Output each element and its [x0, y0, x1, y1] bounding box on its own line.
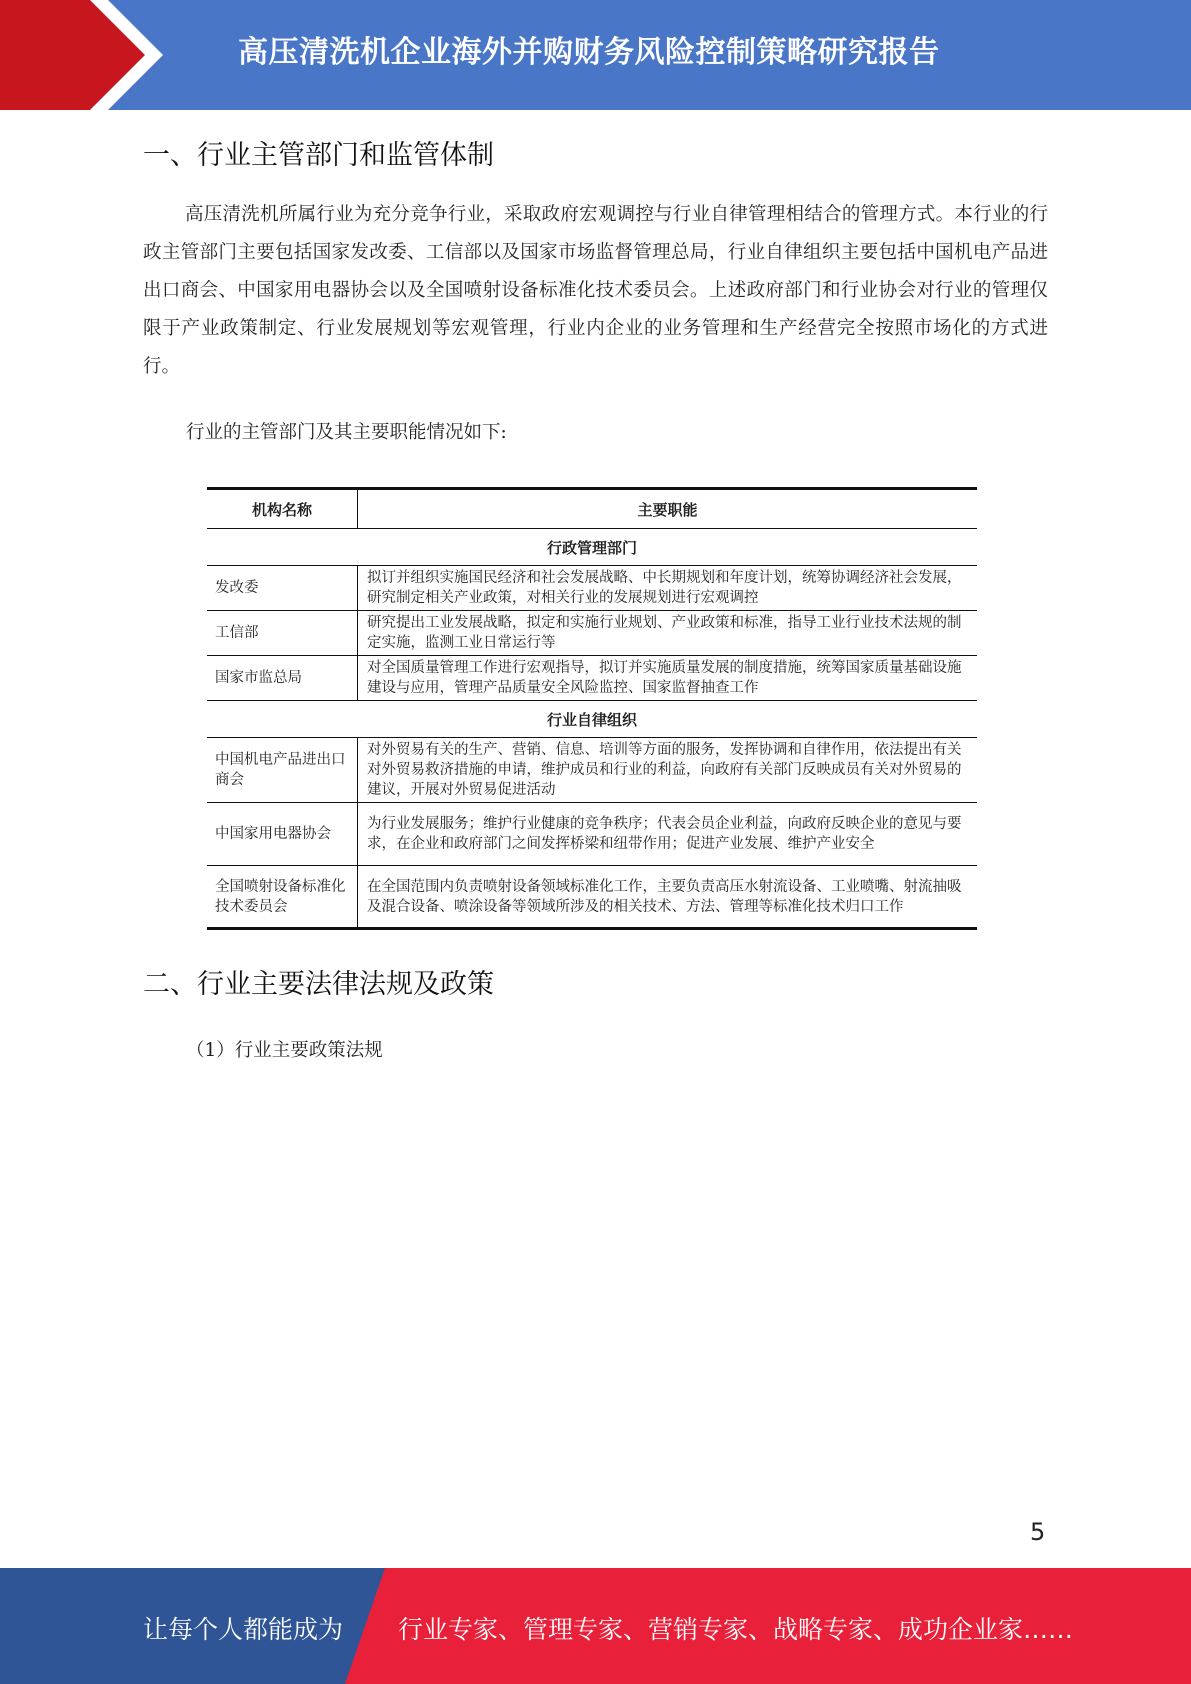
table-header-row	[207, 489, 977, 529]
table-row	[207, 803, 977, 866]
group-label-admin: 行政管理部门	[207, 529, 977, 566]
footer-banner	[0, 1568, 1191, 1684]
org-duty: 研究提出工业发展战略，拟定和实施行业规划、产业政策和标准，指导工业行业技术法规的制定实施，监测工业日常运行等	[358, 611, 978, 656]
org-duty: 对全国质量管理工作进行宏观指导，拟订并实施质量发展的制度措施，统筹国家质量基础设施建设与应用，管理产品质量安全风险监控、国家监督抽查工作	[358, 656, 978, 701]
section-heading-2: 二、行业主要法律法规及政策	[143, 969, 494, 1000]
org-name: 全国喷射设备标准化技术委员会	[207, 866, 358, 929]
table-row	[207, 566, 977, 611]
col-header-duty: 主要职能	[358, 489, 978, 529]
section-heading-1: 一、行业主管部门和监管体制	[143, 140, 494, 171]
header-banner	[0, 0, 1191, 110]
footer-slogan-left: 让每个人都能成为	[143, 1615, 344, 1644]
org-name: 国家市监总局	[207, 656, 358, 701]
table-row	[207, 656, 977, 701]
report-title: 高压清洗机企业海外并购财务风险控制策略研究报告	[238, 35, 940, 70]
group-row	[207, 529, 977, 566]
org-name: 工信部	[207, 611, 358, 656]
group-row	[207, 701, 977, 738]
org-duty: 为行业发展服务；维护行业健康的竞争秩序；代表会员企业利益，向政府反映企业的意见与要求，在企业和政府部门之间发挥桥梁和纽带作用；促进产业发展、维护产业安全	[358, 803, 978, 866]
table-row	[207, 611, 977, 656]
col-header-name: 机构名称	[207, 489, 358, 529]
org-duty: 拟订并组织实施国民经济和社会发展战略、中长期规划和年度计划，统筹协调经济社会发展，研究制定相关产业政策，对相关行业的发展规划进行宏观调控	[358, 566, 978, 611]
org-name: 中国机电产品进出口商会	[207, 738, 358, 803]
org-name: 中国家用电器协会	[207, 803, 358, 866]
authority-table	[207, 487, 977, 930]
table-row	[207, 866, 977, 929]
footer-slogan-right: 行业专家、管理专家、营销专家、战略专家、成功企业家……	[398, 1615, 1074, 1644]
page-number: 5	[1030, 1518, 1046, 1546]
policy-list-item: （1）行业主要政策法规	[186, 1040, 383, 1061]
intro-paragraph: 高压清洗机所属行业为充分竞争行业，采取政府宏观调控与行业自律管理相结合的管理方式。本行业的行政主管部门主要包括国家发改委、工信部以及国家市场监督管理总局，行业自律组织主要包括中国机电产品进出口商会、中国家用电器协会以及全国喷射设备标准化技术委员会。上述政府部门和行业协会对行业的管理仅限于产业政策制定、行业发展规划等宏观管理，行业内企业的业务管理和生产经营完全按照市场化的方式进行。	[143, 204, 1048, 377]
org-duty: 在全国范围内负责喷射设备领域标准化工作，主要负责高压水射流设备、工业喷嘴、射流抽吸及混合设备、喷涂设备等领域所涉及的相关技术、方法、管理等标准化技术归口工作	[367, 878, 962, 915]
table-row	[207, 738, 977, 803]
org-duty: 对外贸易有关的生产、营销、信息、培训等方面的服务，发挥协调和自律作用，依法提出有关对外贸易救济措施的申请，维护成员和行业的利益，向政府有关部门反映成员有关对外贸易的建议，开展对外贸易促进活动	[358, 738, 978, 803]
group-label-selfreg: 行业自律组织	[207, 701, 977, 738]
org-name: 发改委	[207, 566, 358, 611]
table-lead-line: 行业的主管部门及其主要职能情况如下:	[186, 422, 507, 443]
